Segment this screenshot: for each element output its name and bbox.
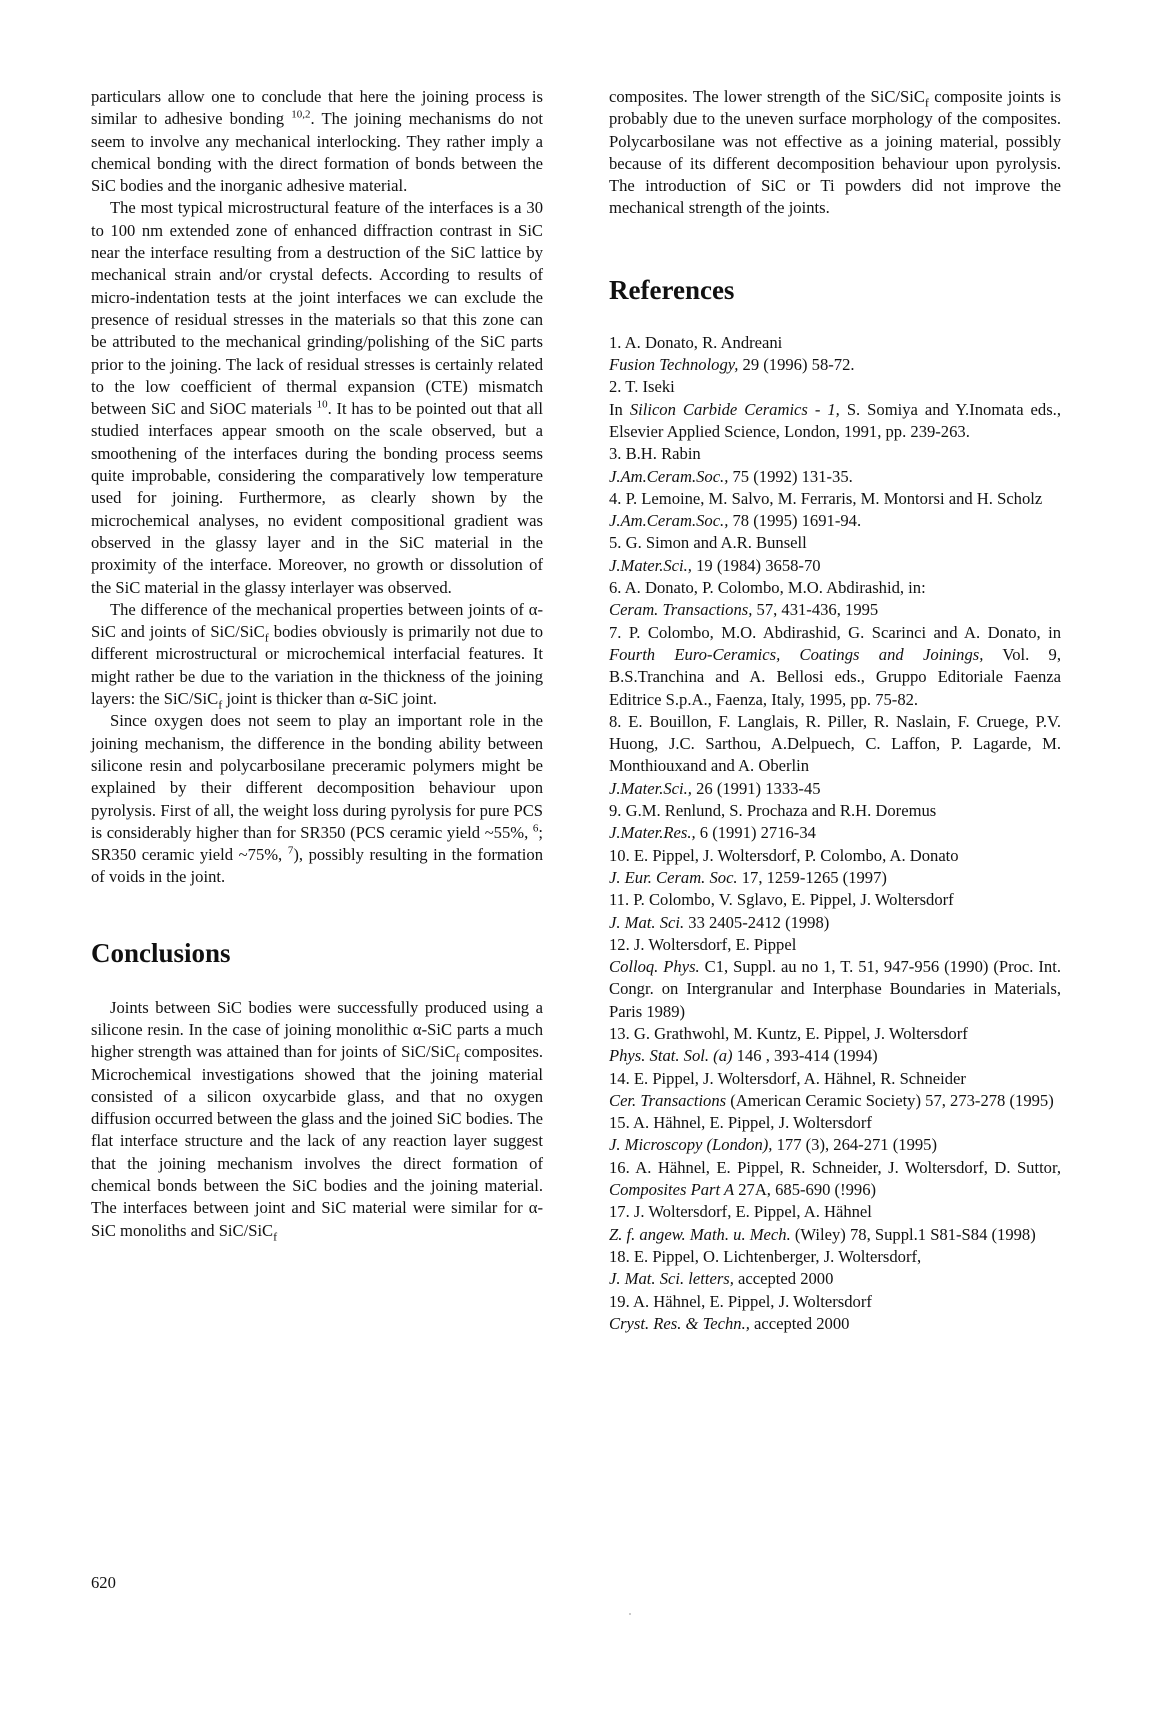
reference-source: Fusion Technology, 29 (1996) 58-72. [609, 355, 855, 375]
citation-superscript: 10,2 [291, 108, 311, 121]
reference-authors: 8. E. Bouillon, F. Langlais, R. Piller, R. Naslain, F. Cruege, P.V. Huong, J.C. Sarthou, A.Delpuech, C. Laffon, P. Lagarde, M. Monthiouxand and A. Oberlin [609, 711, 1061, 776]
reference-authors: 13. G. Grathwohl, M. Kuntz, E. Pippel, J. Woltersdorf [609, 1023, 968, 1043]
reference-item [609, 332, 1061, 377]
reference-authors: 18. E. Pippel, O. Lichtenberger, J. Woltersdorf, [609, 1246, 922, 1266]
scan-speck [629, 1613, 631, 1615]
page-number: 620 [91, 1573, 116, 1592]
paragraph: Joints between SiC bodies were successfully produced using a silicone resin. In the case of joining monolithic α-SiC parts a much higher strength was attained than for joints of SiC/SiC$_f$ composites. Microchemical investigations showed that the joining material consisted of a silicon oxycarbide glass, and that no oxygen diffusion occurred between the glass and the joined SiC bodies. The flat interface structure and the lack of any reaction layer suggest that the joining mechanism involves the direct formation of chemical bonds between the SiC bodies and the joining material. The interfaces between joint and SiC material were similar for α-SiC monoliths and SiC/SiC$_f$ [91, 997, 543, 1243]
reference-item [609, 1023, 1061, 1068]
continuation-text [609, 86, 1061, 220]
reference-item [609, 1201, 1061, 1246]
references-heading: References [609, 274, 735, 305]
citation-superscript: 10 [316, 398, 328, 411]
reference-source: J.Am.Ceram.Soc., 78 (1995) 1691-94. [609, 511, 862, 531]
conclusions-heading: Conclusions [91, 937, 231, 968]
body-text [91, 86, 543, 889]
paragraph: The most typical microstructural feature of the interfaces is a 30 to 100 nm extended zone of enhanced diffraction contrast in SiC near the interface resulting from a destruction of the SiC lattice by mechanical strain and/or crystal defects. According to results of micro-indentation tests at the joint interfaces we can exclude the presence of residual stresses in the materials so that this zone can be attributed to the mechanical grinding/polishing of the SiC parts prior to the joining. The lack of residual stresses is certainly related to the low coefficient of thermal expansion (CTE) mismatch between SiC and SiOC materials $^{10}$. It has to be pointed out that all studied interfaces appear smooth on the scale observed, but a smoothening of the interfaces during the bonding process seems quite improbable, considering the comparatively low temperature used for joining. Furthermore, as clearly shown by the microchemical analyses, no evident compositional gradient was observed in the glassy layer and in the SiC material in the proximity of the interface. Moreover, no growth or dissolution of the SiC material in the glassy interlayer was observed. [91, 198, 543, 597]
reference-source: J. Microscopy (London), 177 (3), 264-271 (1995) [609, 1135, 937, 1155]
reference-authors: 3. B.H. Rabin [609, 444, 701, 464]
reference-item [609, 1246, 1061, 1291]
reference-source: Ceram. Transactions, 57, 431-436, 1995 [609, 600, 879, 620]
reference-item [609, 711, 1061, 800]
reference-source: J. Mat. Sci. 33 2405-2412 (1998) [609, 912, 830, 932]
reference-item [609, 1291, 1061, 1336]
reference-authors: 4. P. Lemoine, M. Salvo, M. Ferraris, M. Montorsi and H. Scholz [609, 488, 1043, 508]
reference-source: J.Mater.Sci., 19 (1984) 3658-70 [609, 555, 821, 575]
right-column [609, 86, 1061, 1335]
reference-item [609, 889, 1061, 934]
reference-item [609, 934, 1061, 1023]
reference-item [609, 845, 1061, 890]
paragraph: particulars allow one to conclude that here the joining process is similar to adhesive bonding $^{10,2}$. The joining mechanisms do not seem to involve any mechanical interlocking. They rather imply a chemical bonding with the direct formation of bonds between the SiC bodies and the inorganic adhesive material. [91, 87, 543, 196]
reference-item [609, 622, 1061, 711]
reference-authors: 7. P. Colombo, M.O. Abdirashid, G. Scarinci and A. Donato, in [609, 622, 1061, 642]
reference-source: Cryst. Res. & Techn., accepted 2000 [609, 1313, 850, 1333]
reference-authors: 11. P. Colombo, V. Sglavo, E. Pippel, J. Woltersdorf [609, 890, 954, 910]
conclusions-text [91, 997, 543, 1242]
reference-authors: 17. J. Woltersdorf, E. Pippel, A. Hähnel [609, 1202, 872, 1222]
reference-item [609, 800, 1061, 845]
reference-item [609, 376, 1061, 443]
left-column [91, 86, 543, 1242]
reference-source: Fourth Euro-Ceramics, Coatings and Joinings, Vol. 9, B.S.Tranchina and A. Bellosi eds., Gruppo Editoriale Faenza Editrice S.p.A., Faenza, Italy, 1995, pp. 75-82. [609, 644, 1062, 709]
reference-source: In Silicon Carbide Ceramics - 1, S. Somiya and Y.Inomata eds., Elsevier Applied Science, London, 1991, pp. 239-263. [609, 399, 1061, 441]
reference-item [609, 1112, 1061, 1157]
paragraph: The difference of the mechanical properties between joints of α-SiC and joints of SiC/SiC$_f$ bodies obviously is primarily not due to different microstructural or microchemical interfacial features. It might rather be due to the variation in the thickness of the joining layers: the SiC/SiC$_f$ joint is thicker than α-SiC joint. [91, 599, 543, 712]
reference-source: Composites Part A 27A, 685-690 (!996) [609, 1180, 877, 1200]
reference-item [609, 532, 1061, 577]
reference-authors: 10. E. Pippel, J. Woltersdorf, P. Colombo, A. Donato [609, 845, 959, 865]
reference-item [609, 488, 1061, 533]
reference-source: Phys. Stat. Sol. (a) 146 , 393-414 (1994) [609, 1046, 878, 1066]
reference-authors: 5. G. Simon and A.R. Bunsell [609, 533, 807, 553]
reference-authors: 12. J. Woltersdorf, E. Pippel [609, 934, 797, 954]
reference-source: J.Mater.Res., 6 (1991) 2716-34 [609, 823, 816, 843]
citation-superscript: 6 [532, 822, 539, 835]
reference-source: J.Mater.Sci., 26 (1991) 1333-45 [609, 778, 821, 798]
citation-superscript: 7 [287, 844, 294, 857]
reference-source: Z. f. angew. Math. u. Mech. (Wiley) 78, Suppl.1 S81-S84 (1998) [609, 1224, 1036, 1244]
reference-item [609, 577, 1061, 622]
paragraph: Since oxygen does not seem to play an important role in the joining mechanism, the difference in the bonding ability between silicone resin and polycarbosilane preceramic polymers might be explained by their different decomposition behaviour upon pyrolysis. First of all, the weight loss during pyrolysis for pure PCS is considerably higher than for SR350 (PCS ceramic yield ~55%, $^6$; SR350 ceramic yield ~75%, $^7$), possibly resulting in the formation of voids in the joint. [91, 711, 543, 887]
reference-authors: 16. A. Hähnel, E. Pippel, R. Schneider, J. Woltersdorf, D. Suttor, [609, 1157, 1061, 1177]
reference-authors: 19. A. Hähnel, E. Pippel, J. Woltersdorf [609, 1291, 872, 1311]
reference-source: J. Eur. Ceram. Soc. 17, 1259-1265 (1997) [609, 867, 887, 887]
reference-source: J. Mat. Sci. letters, accepted 2000 [609, 1269, 834, 1289]
paragraph: composites. The lower strength of the SiC/SiC$_f$ composite joints is probably due to the uneven surface morphology of the composites. Polycarbosilane was not effective as a joining material, possibly because of its different decomposition behaviour upon pyrolysis. The introduction of SiC or Ti powders did not improve the mechanical strength of the joints. [609, 87, 1061, 218]
reference-source: Cer. Transactions (American Ceramic Society) 57, 273-278 (1995) [609, 1090, 1054, 1110]
reference-source: J.Am.Ceram.Soc., 75 (1992) 131-35. [609, 466, 853, 486]
reference-authors: 1. A. Donato, R. Andreani [609, 332, 783, 352]
reference-item [609, 443, 1061, 488]
reference-authors: 6. A. Donato, P. Colombo, M.O. Abdirashid, in: [609, 578, 926, 598]
reference-authors: 2. T. Iseki [609, 377, 675, 397]
reference-authors: 9. G.M. Renlund, S. Prochaza and R.H. Doremus [609, 801, 937, 821]
reference-list [609, 332, 1061, 1335]
reference-authors: 15. A. Hähnel, E. Pippel, J. Woltersdorf [609, 1113, 872, 1133]
reference-authors: 14. E. Pippel, J. Woltersdorf, A. Hähnel, R. Schneider [609, 1068, 966, 1088]
reference-source: Colloq. Phys. C1, Suppl. au no 1, T. 51, 947-956 (1990) (Proc. Int. Congr. on Intergranular and Interphase Boundaries in Materials, Paris 1989) [609, 957, 1061, 1021]
reference-item [609, 1157, 1061, 1202]
reference-item [609, 1068, 1061, 1113]
